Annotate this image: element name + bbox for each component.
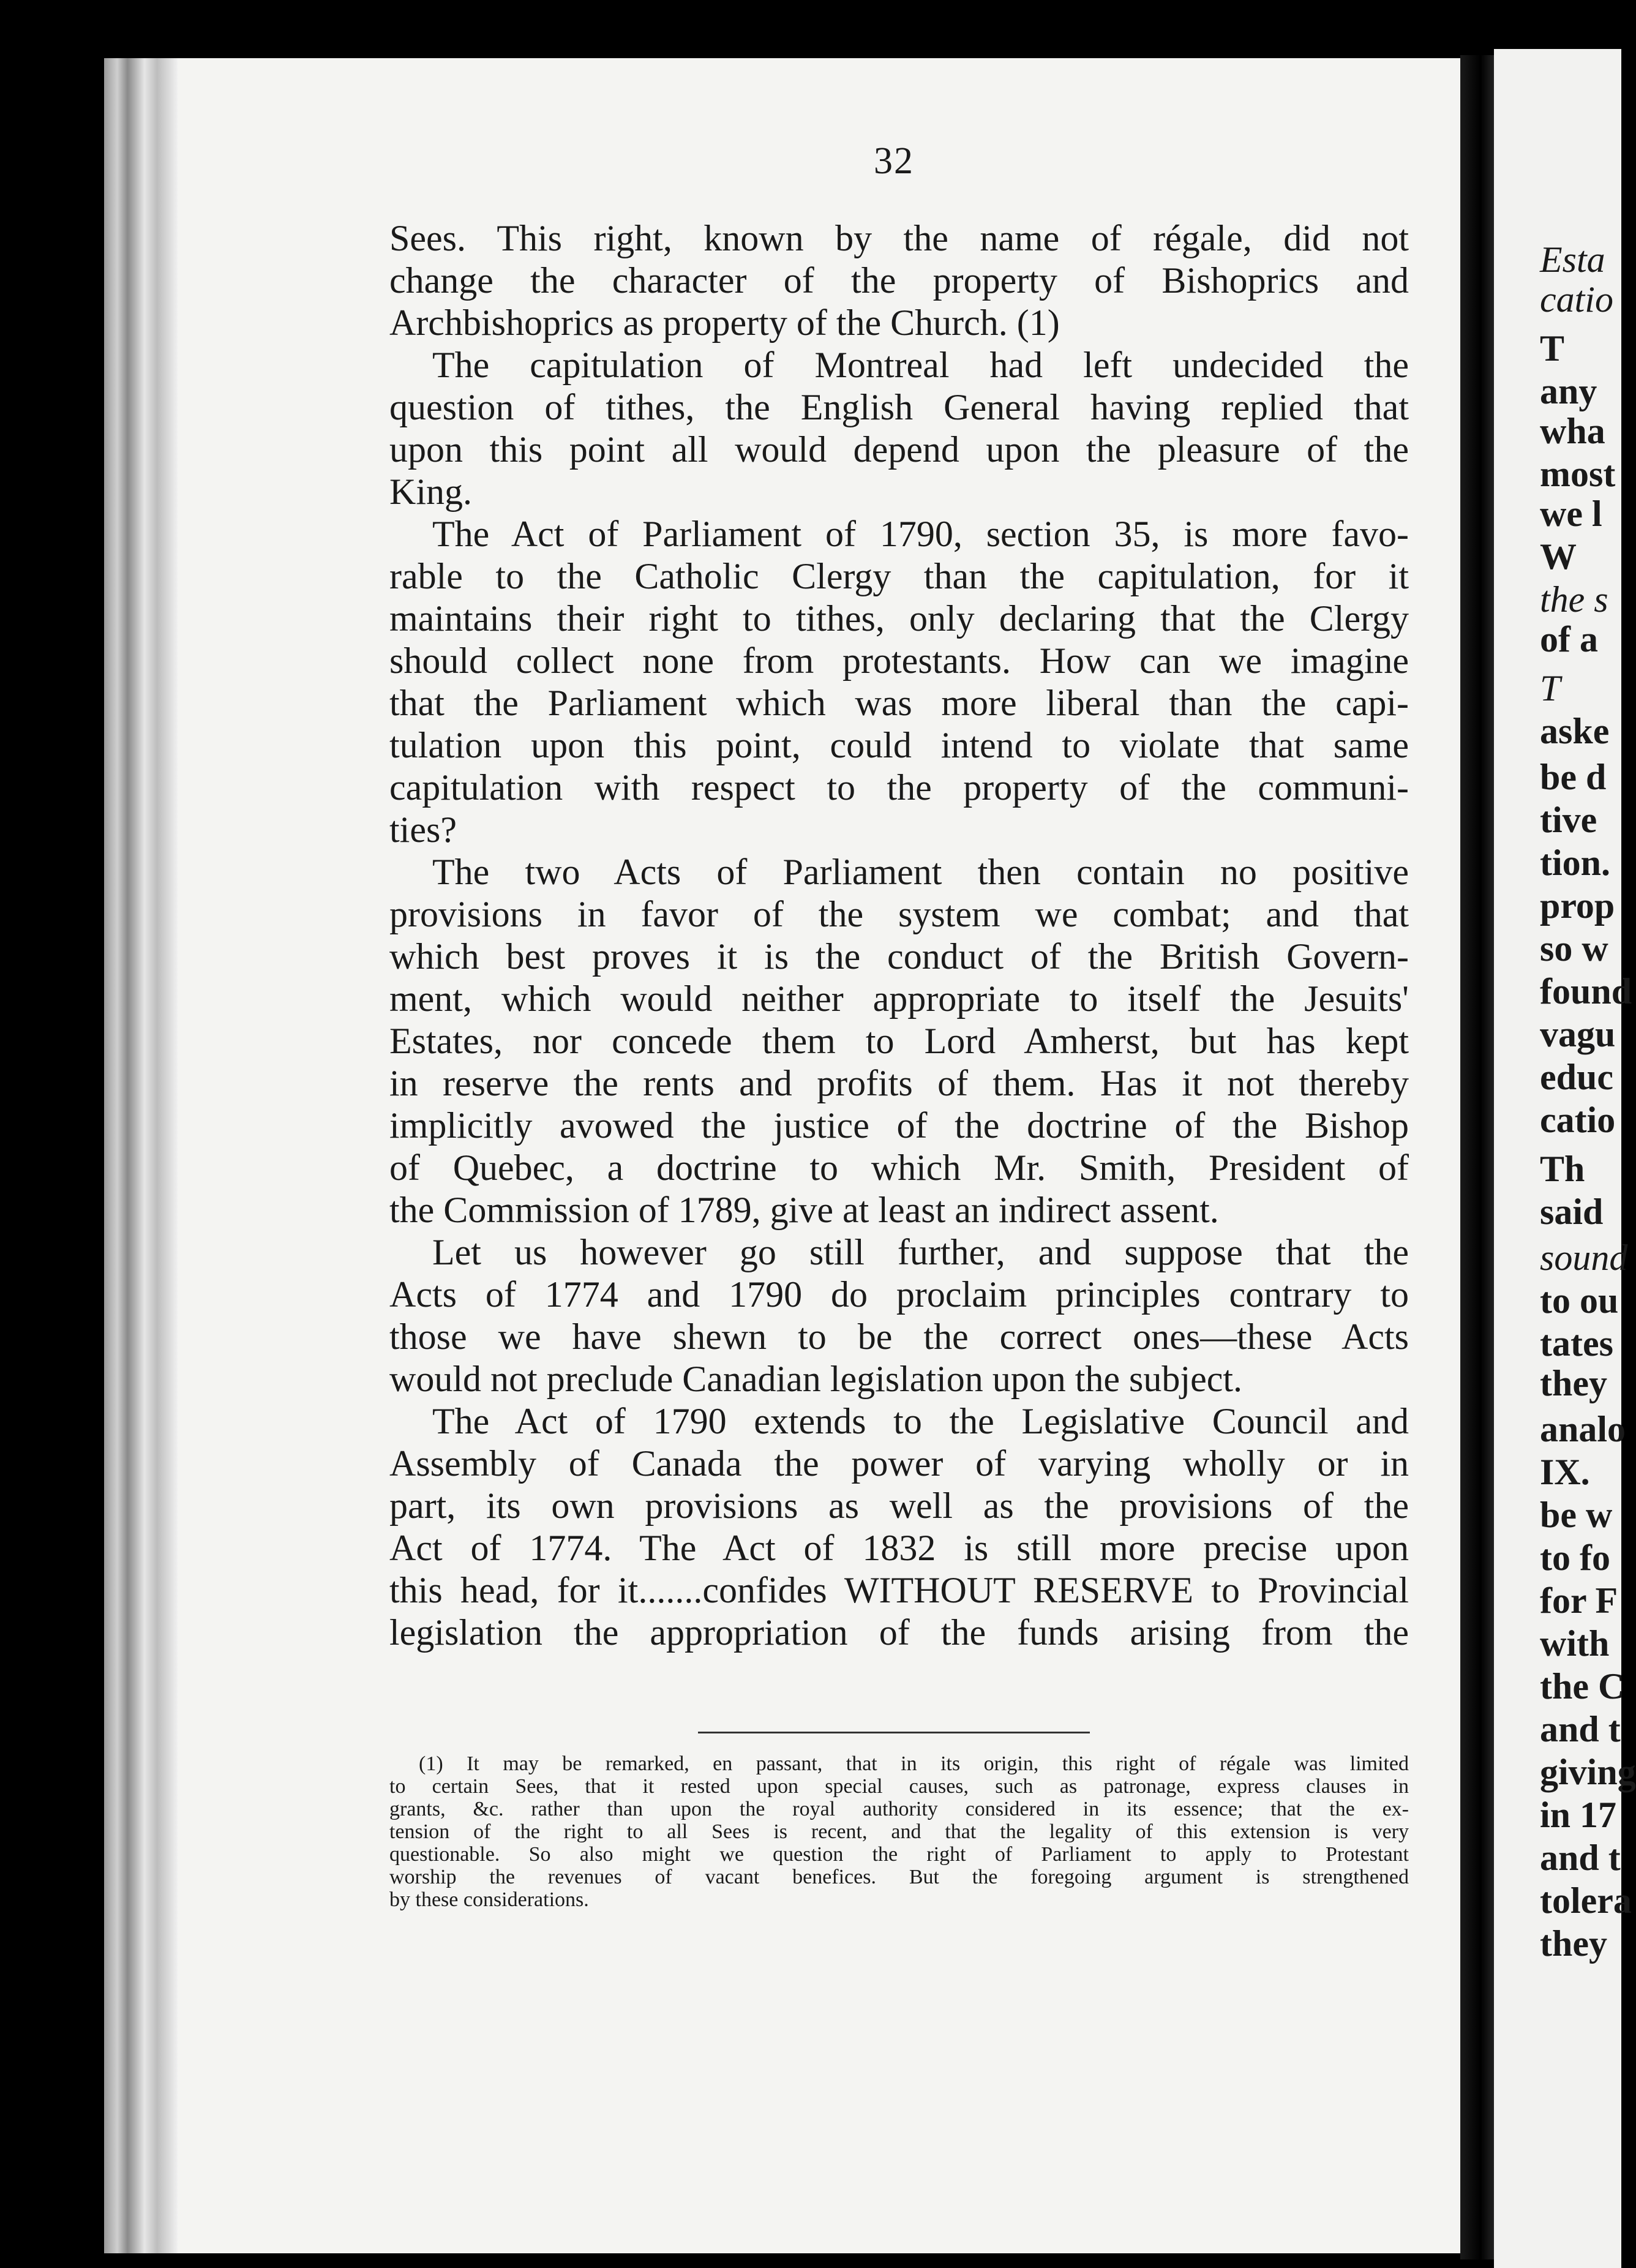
text-line: which best proves it is the conduct of the British Govern- bbox=[389, 936, 1409, 977]
right-page-line: Esta bbox=[1540, 239, 1605, 280]
right-page-line: catio bbox=[1540, 279, 1613, 320]
text-line: ties? bbox=[389, 809, 457, 850]
right-page-line: giving bbox=[1540, 1752, 1636, 1792]
text-line: question of tithes, the English General having replied that bbox=[389, 387, 1409, 427]
footnote-line: (1) It may be remarked, en passant, that in its origin, this right of régale was limited bbox=[419, 1752, 1409, 1775]
right-page-line: in 17 bbox=[1540, 1795, 1617, 1835]
right-page-line: for F bbox=[1540, 1580, 1618, 1621]
text-line: Sees. This right, known by the name of régale, did not bbox=[389, 218, 1409, 258]
right-page-line: and t bbox=[1540, 1838, 1621, 1878]
text-line: change the character of the property of Bishoprics and bbox=[389, 260, 1409, 301]
footnote-line: to certain Sees, that it rested upon special causes, such as patronage, express clauses in bbox=[389, 1775, 1409, 1798]
text-line: Archbishoprics as property of the Church. (1) bbox=[389, 302, 1060, 343]
right-page-line: be w bbox=[1540, 1495, 1613, 1535]
text-line: this head, for it.......confides WITHOUT RESERVE to Provincial bbox=[389, 1570, 1409, 1610]
text-line: tulation upon this point, could intend to violate that same bbox=[389, 725, 1409, 765]
text-line: would not preclude Canadian legislation upon the subject. bbox=[389, 1359, 1243, 1399]
right-page-line: found bbox=[1540, 971, 1632, 1012]
text-line: Estates, nor concede them to Lord Amherst, but has kept bbox=[389, 1021, 1409, 1061]
text-line: legislation the appropriation of the funds arising from the bbox=[389, 1612, 1409, 1653]
text-line: Let us however go still further, and suppose that the bbox=[432, 1232, 1409, 1272]
right-page-line: any bbox=[1540, 371, 1597, 411]
right-page-line: aske bbox=[1540, 711, 1610, 751]
right-page-line: T bbox=[1540, 328, 1565, 369]
text-line: upon this point all would depend upon the pleasure of the bbox=[389, 429, 1409, 470]
right-page-line: Th bbox=[1540, 1149, 1585, 1189]
text-line: Assembly of Canada the power of varying wholly or in bbox=[389, 1443, 1409, 1484]
right-page-line: wha bbox=[1540, 411, 1605, 451]
right-page-line: catio bbox=[1540, 1100, 1616, 1140]
right-page-line: W bbox=[1540, 536, 1577, 577]
text-line: those we have shewn to be the correct ones—these Acts bbox=[389, 1316, 1409, 1357]
footnote-divider bbox=[698, 1732, 1090, 1733]
footnote-line: by these considerations. bbox=[389, 1888, 589, 1911]
right-page bbox=[1494, 49, 1636, 2268]
right-page-line: so w bbox=[1540, 928, 1608, 969]
right-page-line: vagu bbox=[1540, 1014, 1616, 1054]
text-line: implicitly avowed the justice of the doctrine of the Bishop bbox=[389, 1105, 1409, 1146]
text-line: capitulation with respect to the property of the communi- bbox=[389, 767, 1409, 808]
right-page-line: tolera bbox=[1540, 1880, 1632, 1921]
right-page-line: tion. bbox=[1540, 843, 1611, 883]
text-line: of Quebec, a doctrine to which Mr. Smith, President of bbox=[389, 1147, 1409, 1188]
body-text bbox=[389, 217, 1409, 1654]
text-line: The Act of 1790 extends to the Legislative Council and bbox=[432, 1401, 1409, 1441]
text-line: The capitulation of Montreal had left undecided the bbox=[432, 345, 1409, 385]
page-edge-stack bbox=[104, 58, 178, 2253]
right-page-line: T bbox=[1540, 668, 1561, 708]
right-page-line: most bbox=[1540, 454, 1616, 494]
right-page-line: of a bbox=[1540, 619, 1598, 659]
right-page-line: tive bbox=[1540, 800, 1597, 840]
text-line: in reserve the rents and profits of them. Has it not thereby bbox=[389, 1063, 1409, 1103]
right-page-line: the C bbox=[1540, 1666, 1625, 1707]
text-line: The Act of Parliament of 1790, section 35, is more favo- bbox=[432, 514, 1409, 554]
text-line: provisions in favor of the system we combat; and that bbox=[389, 894, 1409, 934]
right-page-line: to fo bbox=[1540, 1538, 1610, 1578]
text-line: should collect none from protestants. How can we imagine bbox=[389, 640, 1409, 681]
text-line: maintains their right to tithes, only declaring that the Clergy bbox=[389, 598, 1409, 639]
text-line: Acts of 1774 and 1790 do proclaim principles contrary to bbox=[389, 1274, 1409, 1315]
right-page-line: prop bbox=[1540, 885, 1615, 926]
footnote-line: worship the revenues of vacant benefices. But the foregoing argument is strengthened bbox=[389, 1866, 1409, 1888]
right-page-line: they bbox=[1540, 1363, 1607, 1403]
footnote-line: questionable. So also might we question the right of Parliament to apply to Protestant bbox=[389, 1843, 1409, 1866]
right-page-line: and t bbox=[1540, 1709, 1621, 1749]
right-page-line: to ou bbox=[1540, 1280, 1619, 1321]
text-line: Act of 1774. The Act of 1832 is still more precise upon bbox=[389, 1528, 1409, 1568]
right-page-line: educ bbox=[1540, 1057, 1613, 1097]
right-page-line: with bbox=[1540, 1623, 1610, 1664]
footnote-line: grants, &c. rather than upon the royal authority considered in its essence; that the ex- bbox=[389, 1798, 1409, 1820]
text-line: that the Parliament which was more liberal than the capi- bbox=[389, 683, 1409, 723]
text-line: the Commission of 1789, give at least an indirect assent. bbox=[389, 1190, 1219, 1230]
right-page-line: tates bbox=[1540, 1323, 1613, 1364]
text-line: King. bbox=[389, 471, 472, 512]
right-page-line: said bbox=[1540, 1192, 1604, 1232]
right-page-line: we l bbox=[1540, 494, 1602, 534]
right-page-line: IX. bbox=[1540, 1452, 1590, 1492]
right-page-line: they bbox=[1540, 1923, 1607, 1964]
footnote-line: tension of the right to all Sees is recent, and that the legality of this extension is very bbox=[389, 1820, 1409, 1843]
page-number: 32 bbox=[874, 140, 914, 182]
text-line: rable to the Catholic Clergy than the capitulation, for it bbox=[389, 556, 1409, 596]
right-page-line: analo bbox=[1540, 1409, 1626, 1449]
text-line: part, its own provisions as well as the provisions of the bbox=[389, 1485, 1409, 1526]
right-page-line: be d bbox=[1540, 757, 1607, 797]
right-page-line: sound bbox=[1540, 1237, 1628, 1278]
text-line: The two Acts of Parliament then contain no positive bbox=[432, 852, 1409, 892]
footnotes bbox=[389, 1752, 1409, 1911]
right-page-line: the s bbox=[1540, 579, 1608, 620]
text-line: ment, which would neither appropriate to itself the Jesuits' bbox=[389, 978, 1409, 1019]
book-gutter bbox=[1460, 55, 1494, 2259]
